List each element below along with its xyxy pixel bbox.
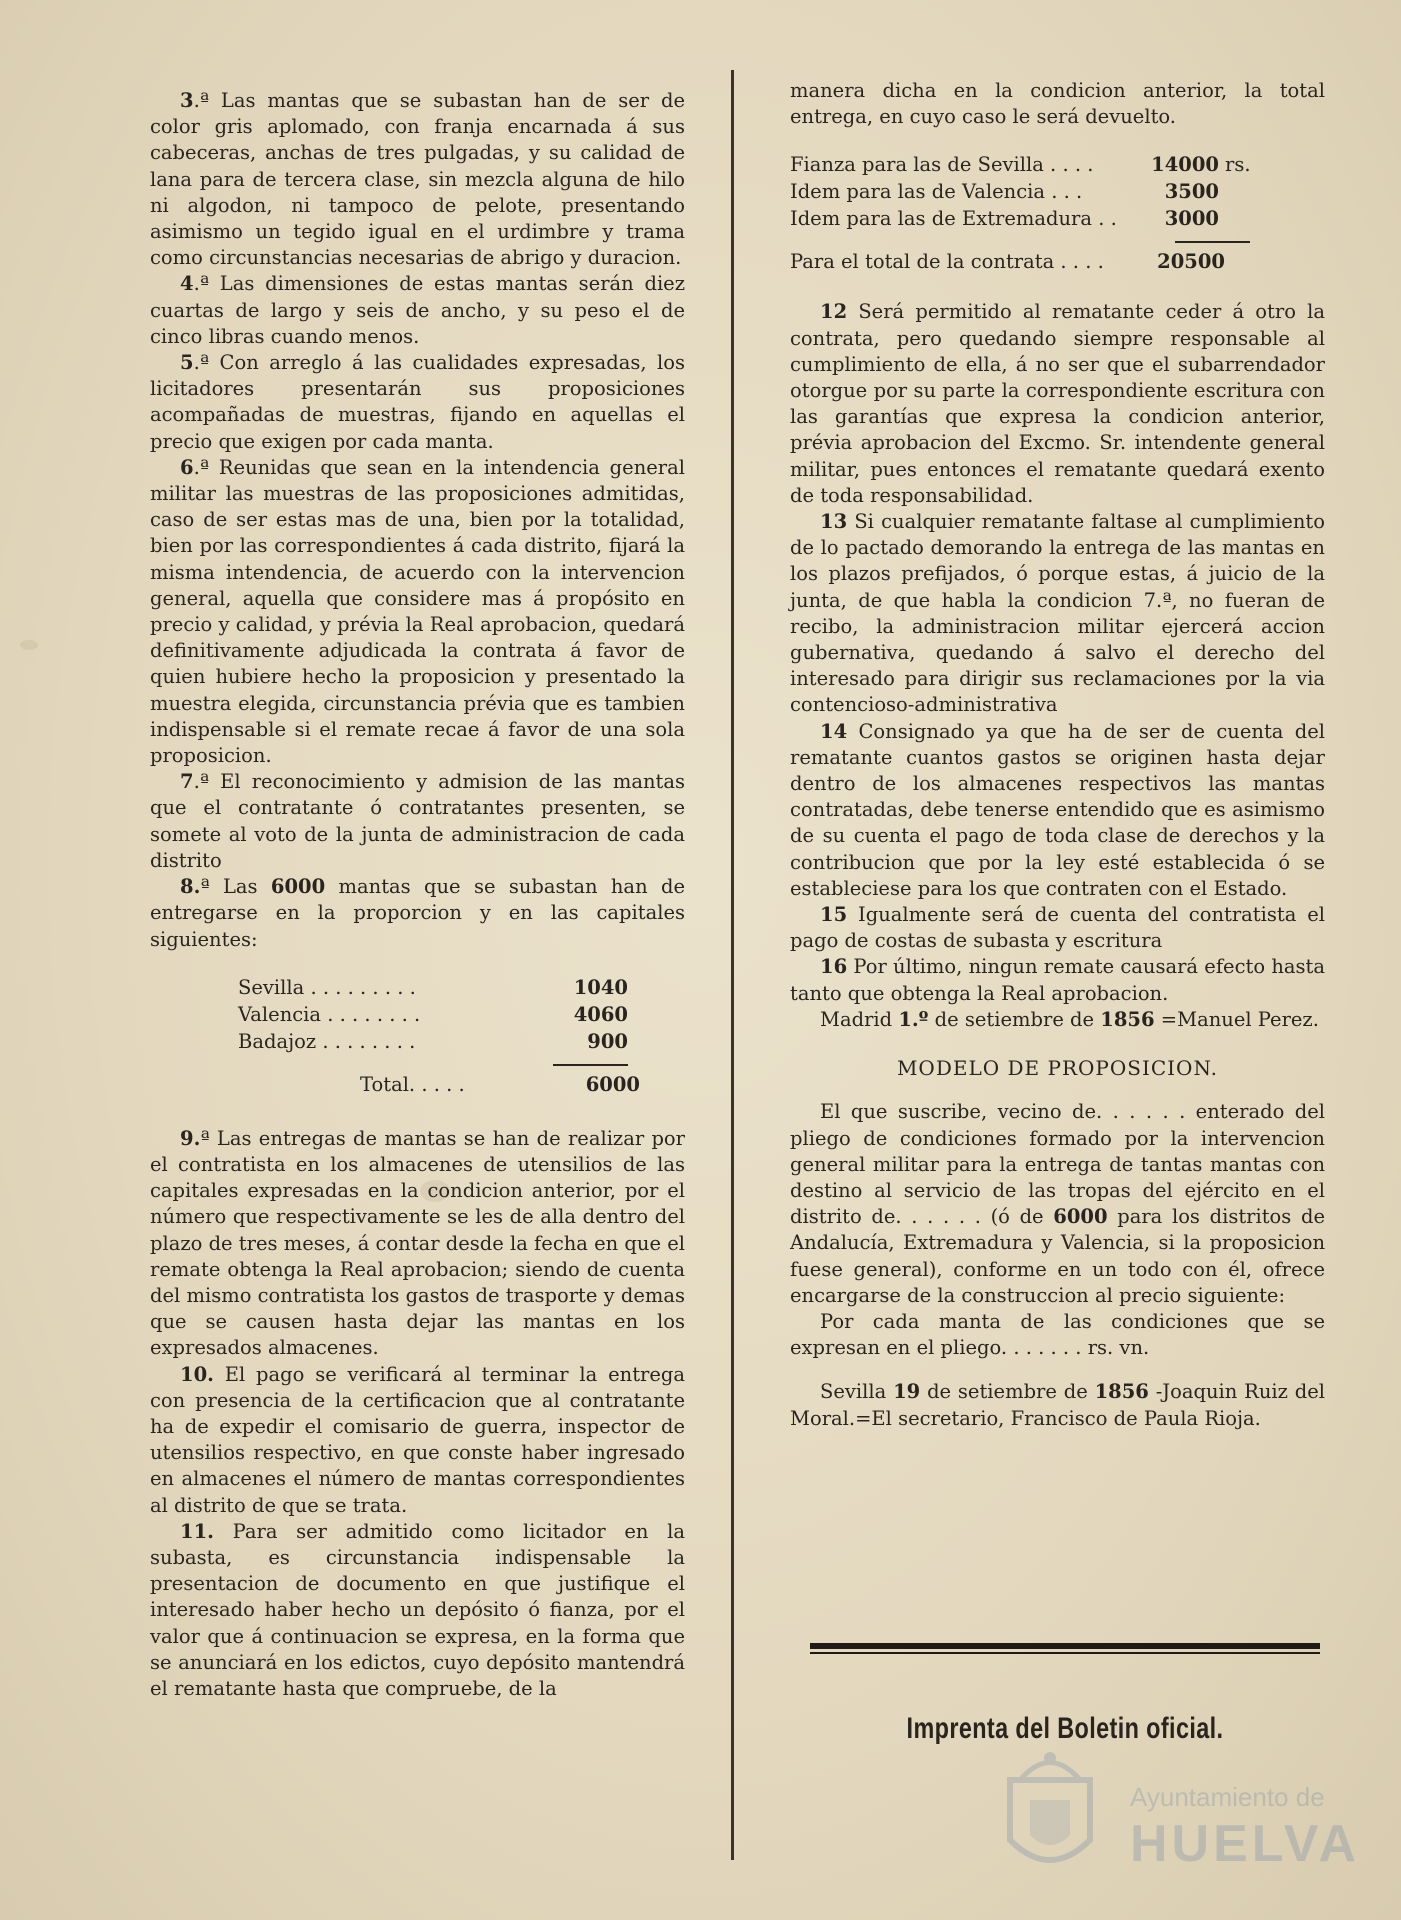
- condition-11: 11. Para ser admitido como licitador en la subasta, es circunstancia indispensable la presentacion de documento en que justifique el interesado haber hecho un depósito ó fianza, por el valor que á continuacion se expresa, en la forma que se anunciará en los edictos, cuyo depósito mantendrá el rematante hasta que compruebe, de la: [150, 1519, 686, 1700]
- condition-11-continued: manera dicha en la condicion anterior, la total entrega, en cuyo caso le será devuelto.: [790, 79, 1325, 129]
- sum-rule: [553, 1064, 628, 1066]
- deposit-row: Idem para las de Valencia . . . 3500: [790, 180, 1219, 204]
- distribution-row: Sevilla . . . . . . . . . 1040: [238, 975, 628, 999]
- signature-madrid: Madrid 1.º de setiembre de 1856 =Manuel Perez.: [820, 1007, 1319, 1031]
- model-heading: MODELO DE PROPOSICION.: [896, 1056, 1219, 1081]
- condition-5: 5.ª Con arreglo á las cualidades expresadas, los licitadores presentarán sus proposiciones acompañadas de muestras, fijando en aquellas el precio que exigen por cada manta.: [150, 351, 686, 453]
- double-rule: [810, 1643, 1320, 1654]
- printer-imprint: Imprenta del Boletin oficial.: [906, 1712, 1224, 1745]
- column-divider: [731, 70, 734, 1860]
- condition-7: 7.ª El reconocimiento y admision de las mantas que el contratante ó contratantes presenten, se somete al voto de la junta de administracion de cada distrito: [150, 770, 685, 872]
- condition-15: 15 Igualmente será de cuenta del contratista el pago de costas de subasta y escritura: [790, 903, 1326, 953]
- watermark: [990, 1740, 1361, 1890]
- sum-rule: [1175, 241, 1250, 243]
- condition-8: 8.ª Las 6000 mantas que se subastan han de entregarse en la proporcion y en las capitales siguientes:: [150, 875, 685, 951]
- deposit-table: [790, 152, 1325, 279]
- condition-3: 3.ª Las mantas que se subastan han de ser de color gris aplomado, con franja encarnada á sus cabeceras, anchas de tres pulgadas, y su calidad de lana para de tercera clase, sin mezcla alguna de hilo ni algodon, ni tampoco de pelote, presentando asimismo un tegido igual en el urdimbre y trama como circunstancias necesarias de abrigo y duracion.: [150, 89, 685, 270]
- deposit-row: Idem para las de Extremadura . . 3000: [790, 207, 1219, 231]
- condition-12: 12 Será permitido al rematante ceder á otro la contrata, pero quedando siempre responsable al cumplimiento de ella, á no ser que el subarrendador otorgue por su parte la correspondiente escritura con las garantías que expresa la condicion anterior, prévia aprobacion del Excmo. Sr. intendente general militar, pues entonces el rematante quedará exento de toda responsabilidad.: [790, 300, 1325, 507]
- paper-stain: [20, 640, 38, 650]
- watermark-line-2: HUELVA: [1130, 1815, 1361, 1873]
- distribution-table: [150, 975, 685, 1102]
- right-column: [790, 78, 1325, 1432]
- left-column: [150, 88, 685, 1702]
- distribution-row: Badajoz . . . . . . . . 900: [238, 1029, 628, 1053]
- condition-16: 16 Por último, ningun remate causará efecto hasta tanto que obtenga la Real aprobacion.: [790, 955, 1325, 1005]
- condition-13: 13 Si cualquier rematante faltase al cumplimiento de lo pactado demorando la entrega de las mantas en los plazos prefijados, ó porque estas, á juicio de la junta, de que habla la condicion 7.ª, no fueran de recibo, la administracion militar ejercerá accion gubernativa, quedando á salvo el derecho del interesado para dirigir sus reclamaciones por la via contencioso-administrativa: [790, 510, 1325, 717]
- condition-4: 4.ª Las dimensiones de estas mantas serán diez cuartas de largo y seis de ancho, y su peso el de cinco libras cuando menos.: [150, 272, 685, 348]
- deposit-total: Para el total de la contrata . . . . 20500: [790, 250, 1225, 274]
- deposit-row: Fianza para las de Sevilla . . . . 14000 rs.: [790, 153, 1251, 177]
- model-paragraph: El que suscribe, vecino de. . . . . . enterado del pliego de condiciones formado por la intervencion general militar para la entrega de tantas mantas con destino al servicio de las tropas del ejército en el distrito de. . . . . . (ó de 6000 para los distritos de Andalucía, Extremadura y Valencia, si la proposicion fuese general), conforme en un todo con él, ofrece encargarse de la construccion al precio siguiente:: [790, 1100, 1325, 1307]
- condition-10: 10. El pago se verificará al terminar la entrega con presencia de la certificacion que al contratante ha de expedir el comisario de guerra, inspector de utensilios respectivo, en que conste haber ingresado en almacenes el número de mantas correspondientes al distrito de que se trata.: [150, 1362, 686, 1517]
- condition-9: 9.ª Las entregas de mantas se han de realizar por el contratista en los almacenes de utensilios de las capitales expresadas en la condicion anterior, por el número que respectivamente se les de alla dentro del plazo de tres meses, á contar desde la fecha en que el remate obtenga la Real aprobacion; siendo de cuenta del mismo contratista los gastos de trasporte y demas que se causen hasta dejar las mantas en los expresados almacenes.: [150, 1126, 685, 1360]
- model-price-line: Por cada manta de las condiciones que se expresan en el pliego. . . . . . . rs. vn.: [790, 1309, 1325, 1360]
- coat-of-arms-icon: [990, 1740, 1110, 1890]
- condition-6: 6.ª Reunidas que sean en la intendencia general militar las muestras de las proposiciones admitidas, caso de ser estas mas de una, bien por la totalidad, bien por las correspondientes á cada distrito, fijará la misma intendencia, de acuerdo con la intervencion general, aquella que considere mas á propósito en precio y calidad, y prévia la Real aprobacion, quedará definitivamente adjudicada la contrata á favor de quien hubiere hecho la proposicion y presentado la muestra elegida, circunstancia prévia que es tambien indispensable si el remate recae á favor de una sola proposicion.: [150, 455, 685, 768]
- watermark-line-1: Ayuntamiento de: [1130, 1782, 1325, 1812]
- distribution-total: Total. . . . . 6000: [360, 1072, 640, 1096]
- condition-14: 14 Consignado ya que ha de ser de cuenta del rematante cuantos gastos se originen hasta dejar dentro de los almacenes respectivos las mantas contratadas, debe tenerse entendido que es asimismo de su cuenta el pago de toda clase de derechos y la contribucion que por la ley esté establecida ó se estableciese para los que contraten con el Estado.: [790, 719, 1325, 900]
- closing-signature: Sevilla 19 de setiembre de 1856 -Joaquin Ruiz del Moral.=El secretario, Francisco de Paula Rioja.: [790, 1380, 1325, 1430]
- distribution-row: Valencia . . . . . . . . 4060: [238, 1002, 628, 1026]
